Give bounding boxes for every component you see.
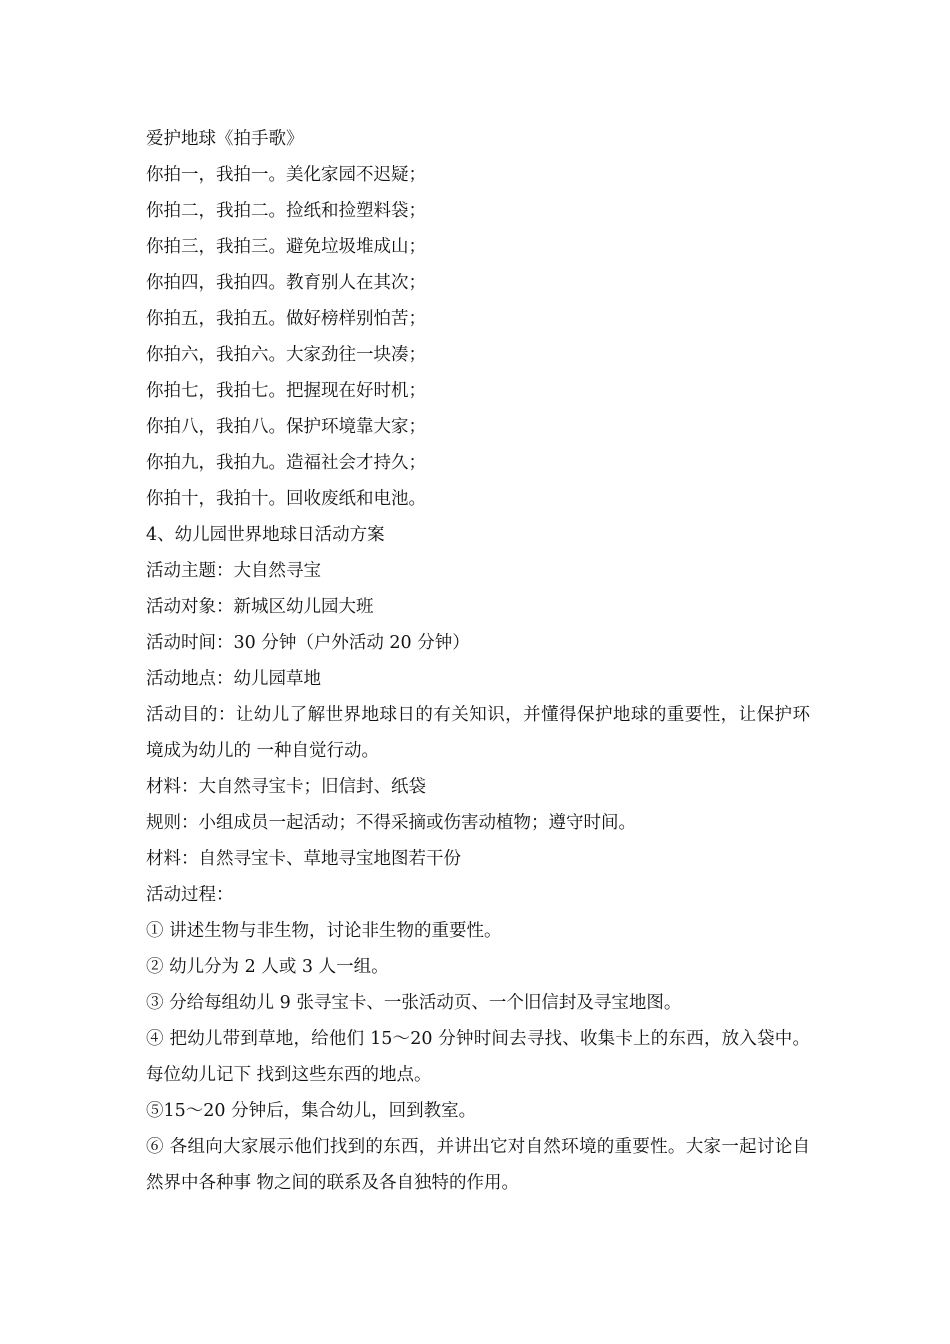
process-step: ④ 把幼儿带到草地，给他们 15～20 分钟时间去寻找、收集卡上的东西，放入袋中。每位幼儿记下 找到这些东西的地点。	[146, 1029, 810, 1085]
process-step: ⑥ 各组向大家展示他们找到的东西，并讲出它对自然环境的重要性。大家一起讨论自然界中各种事 物之间的联系及各自独特的作用。	[146, 1137, 810, 1193]
process-step: ⑤15～20 分钟后，集合幼儿，回到教室。	[146, 1101, 477, 1121]
plan-materials: 材料：大自然寻宝卡；旧信封、纸袋	[146, 777, 426, 797]
process-step: ① 讲述生物与非生物，讨论非生物的重要性。	[146, 921, 502, 941]
plan-goal: 活动目的：让幼儿了解世界地球日的有关知识，并懂得保护地球的重要性，让保护环境成为幼儿的 一种自觉行动。	[146, 705, 810, 761]
song-title: 爱护地球《拍手歌》	[146, 129, 304, 149]
plan-materials-2: 材料：自然寻宝卡、草地寻宝地图若干份	[146, 849, 461, 869]
song-line: 你拍四，我拍四。教育别人在其次；	[146, 273, 426, 293]
plan-theme: 活动主题：大自然寻宝	[146, 561, 321, 581]
song-line: 你拍五，我拍五。做好榜样别怕苦；	[146, 309, 426, 329]
plan-place: 活动地点：幼儿园草地	[146, 669, 321, 689]
song-line: 你拍十，我拍十。回收废纸和电池。	[146, 489, 426, 509]
song-line: 你拍六，我拍六。大家劲往一块凑；	[146, 345, 426, 365]
plan-heading: 4、幼儿园世界地球日活动方案	[146, 525, 385, 545]
process-step: ② 幼儿分为 2 人或 3 人一组。	[146, 957, 389, 977]
process-heading: 活动过程：	[146, 885, 234, 905]
plan-time: 活动时间：30 分钟（户外活动 20 分钟）	[146, 633, 470, 653]
process-step: ③ 分给每组幼儿 9 张寻宝卡、一张活动页、一个旧信封及寻宝地图。	[146, 993, 682, 1013]
song-line: 你拍二，我拍二。捡纸和捡塑料袋；	[146, 201, 426, 221]
plan-rules: 规则：小组成员一起活动；不得采摘或伤害动植物；遵守时间。	[146, 813, 636, 833]
document-page	[146, 121, 810, 1201]
song-line: 你拍七，我拍七。把握现在好时机；	[146, 381, 426, 401]
song-line: 你拍三，我拍三。避免垃圾堆成山；	[146, 237, 426, 257]
song-line: 你拍一，我拍一。美化家园不迟疑；	[146, 165, 426, 185]
song-line: 你拍八，我拍八。保护环境靠大家；	[146, 417, 426, 437]
plan-target: 活动对象：新城区幼儿园大班	[146, 597, 374, 617]
song-line: 你拍九，我拍九。造福社会才持久；	[146, 453, 426, 473]
